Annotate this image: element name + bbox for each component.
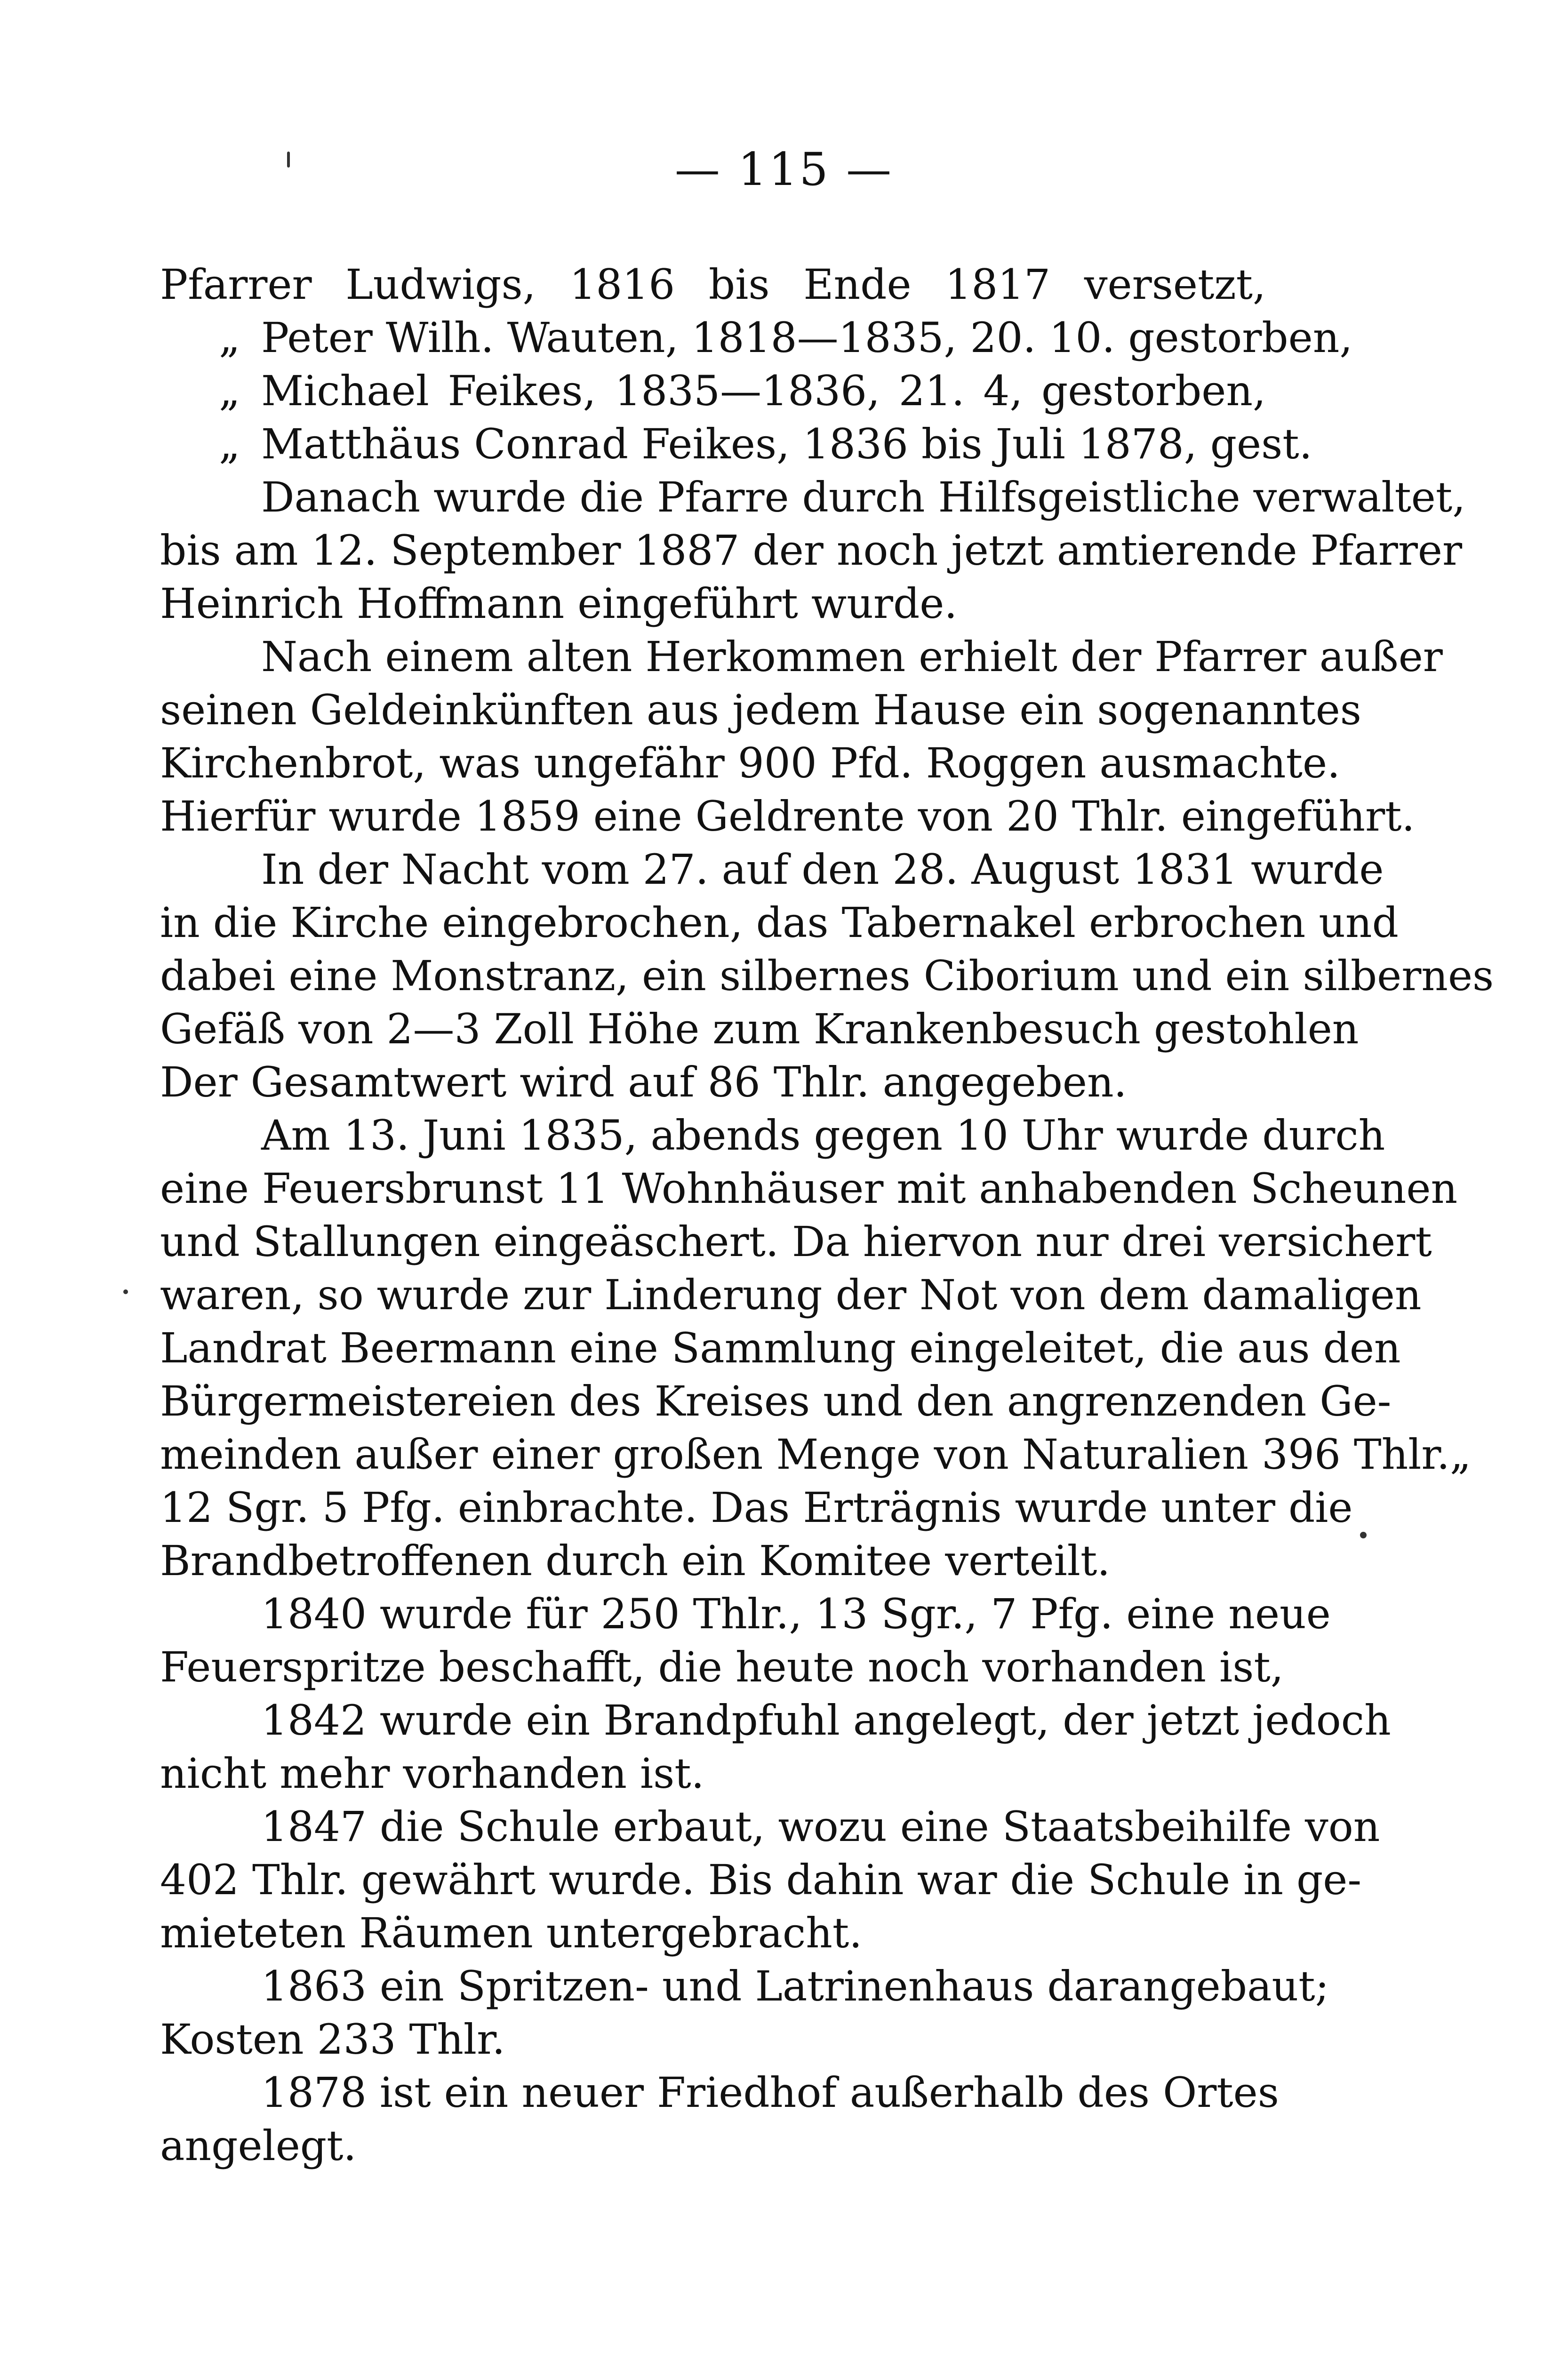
paragraph-line: Feuerspritze beschafft, die heute noch vorhanden ist, bbox=[160, 1643, 1284, 1691]
pastor-list-entry bbox=[160, 364, 1266, 417]
paragraph-line: und Stallungen eingeäschert. Da hiervon nur drei versichert bbox=[160, 1217, 1432, 1266]
paragraph-line: Landrat Beermann eine Sammlung eingeleitet, die aus den bbox=[160, 1324, 1401, 1372]
paragraph-line: Danach wurde die Pfarre durch Hilfsgeistliche verwaltet, bbox=[261, 473, 1466, 521]
paragraph-line: Heinrich Hoffmann eingeführt wurde. bbox=[160, 579, 958, 628]
paragraph-line: Gefäß von 2—3 Zoll Höhe zum Krankenbesuch gestohlen bbox=[160, 1005, 1359, 1053]
paragraph-line: Kosten 233 Thlr. bbox=[160, 2015, 505, 2064]
paragraph bbox=[160, 1694, 1391, 1800]
paragraph-line: Bürgermeistereien des Kreises und den angrenzenden Ge- bbox=[160, 1377, 1392, 1425]
paragraph-line: 1842 wurde ein Brandpfuhl angelegt, der jetzt jedoch bbox=[261, 1696, 1391, 1745]
paragraph bbox=[160, 1587, 1331, 1694]
pastor-list-first-line: Pfarrer Ludwigs, 1816 bis Ende 1817 versetzt, bbox=[160, 260, 1266, 309]
paragraph bbox=[160, 471, 1466, 630]
pastor-entry-text: Matthäus Conrad Feikes, 1836 bis Juli 1878, gest. bbox=[261, 420, 1312, 468]
scan-speck bbox=[287, 152, 290, 168]
paragraph-line: Hierfür wurde 1859 eine Geldrente von 20 Thlr. eingeführt. bbox=[160, 792, 1415, 840]
paragraph-line: 1840 wurde für 250 Thlr., 13 Sgr., 7 Pfg. eine neue bbox=[261, 1590, 1331, 1638]
paragraph bbox=[160, 843, 1494, 1109]
paragraph-line: Nach einem alten Herkommen erhielt der Pfarrer außer bbox=[261, 632, 1443, 681]
pastor-entry-text: Michael Feikes, 1835—1836, 21. 4, gestorben, bbox=[261, 367, 1266, 415]
paragraph-line: 12 Sgr. 5 Pfg. einbrachte. Das Erträgnis wurde unter die bbox=[160, 1483, 1353, 1532]
page-number: — 115 — bbox=[674, 143, 894, 196]
paragraph bbox=[160, 1800, 1380, 1960]
paragraph-line: 402 Thlr. gewährt wurde. Bis dahin war die Schule in ge- bbox=[160, 1856, 1362, 1904]
ditto-mark: „ bbox=[219, 367, 240, 415]
body-text bbox=[160, 258, 1494, 2172]
paragraph-line: Am 13. Juni 1835, abends gegen 10 Uhr wurde durch bbox=[261, 1111, 1385, 1160]
scan-speck bbox=[123, 1289, 128, 1294]
paragraph-line: Brandbetroffenen durch ein Komitee verteilt. bbox=[160, 1537, 1111, 1585]
paragraph-line: angelegt. bbox=[160, 2121, 357, 2170]
paragraph-line: bis am 12. September 1887 der noch jetzt amtierende Pfarrer bbox=[160, 526, 1463, 575]
paragraph bbox=[160, 2066, 1279, 2172]
paragraph-line: 1878 ist ein neuer Friedhof außerhalb des Ortes bbox=[261, 2068, 1279, 2117]
paragraph-line: seinen Geldeinkünften aus jedem Hause ein sogenanntes bbox=[160, 686, 1361, 734]
scan-speck bbox=[1360, 1532, 1367, 1538]
pastor-list-entry bbox=[160, 417, 1312, 471]
paragraph-line: nicht mehr vorhanden ist. bbox=[160, 1749, 704, 1798]
paragraph-line: mieteten Räumen untergebracht. bbox=[160, 1909, 863, 1957]
ditto-mark: „ bbox=[219, 313, 240, 362]
paragraph-line: Kirchenbrot, was ungefähr 900 Pfd. Roggen ausmachte. bbox=[160, 739, 1340, 787]
pastor-list-entry bbox=[160, 311, 1353, 364]
pastor-entry-text: Peter Wilh. Wauten, 1818—1835, 20. 10. gestorben, bbox=[261, 313, 1353, 362]
paragraph-line: 1847 die Schule erbaut, wozu eine Staatsbeihilfe von bbox=[261, 1802, 1380, 1851]
paragraph-line: meinden außer einer großen Menge von Naturalien 396 Thlr.„ bbox=[160, 1430, 1472, 1479]
paragraph-line: in die Kirche eingebrochen, das Tabernakel erbrochen und bbox=[160, 898, 1399, 947]
paragraph-line: Der Gesamtwert wird auf 86 Thlr. angegeben. bbox=[160, 1058, 1127, 1106]
paragraph bbox=[160, 1960, 1329, 2066]
paragraph-line: In der Nacht vom 27. auf den 28. August 1831 wurde bbox=[261, 845, 1384, 894]
paragraph bbox=[160, 630, 1443, 843]
ditto-mark: „ bbox=[219, 420, 240, 468]
paragraph-line: waren, so wurde zur Linderung der Not von dem damaligen bbox=[160, 1271, 1422, 1319]
paragraph-line: eine Feuersbrunst 11 Wohnhäuser mit anhabenden Scheunen bbox=[160, 1164, 1458, 1213]
paragraph-line: 1863 ein Spritzen- und Latrinenhaus darangebaut; bbox=[261, 1962, 1329, 2010]
paragraph bbox=[160, 1109, 1472, 1587]
paragraph-line: dabei eine Monstranz, ein silbernes Ciborium und ein silbernes bbox=[160, 952, 1494, 1000]
pastor-list bbox=[160, 258, 1353, 471]
